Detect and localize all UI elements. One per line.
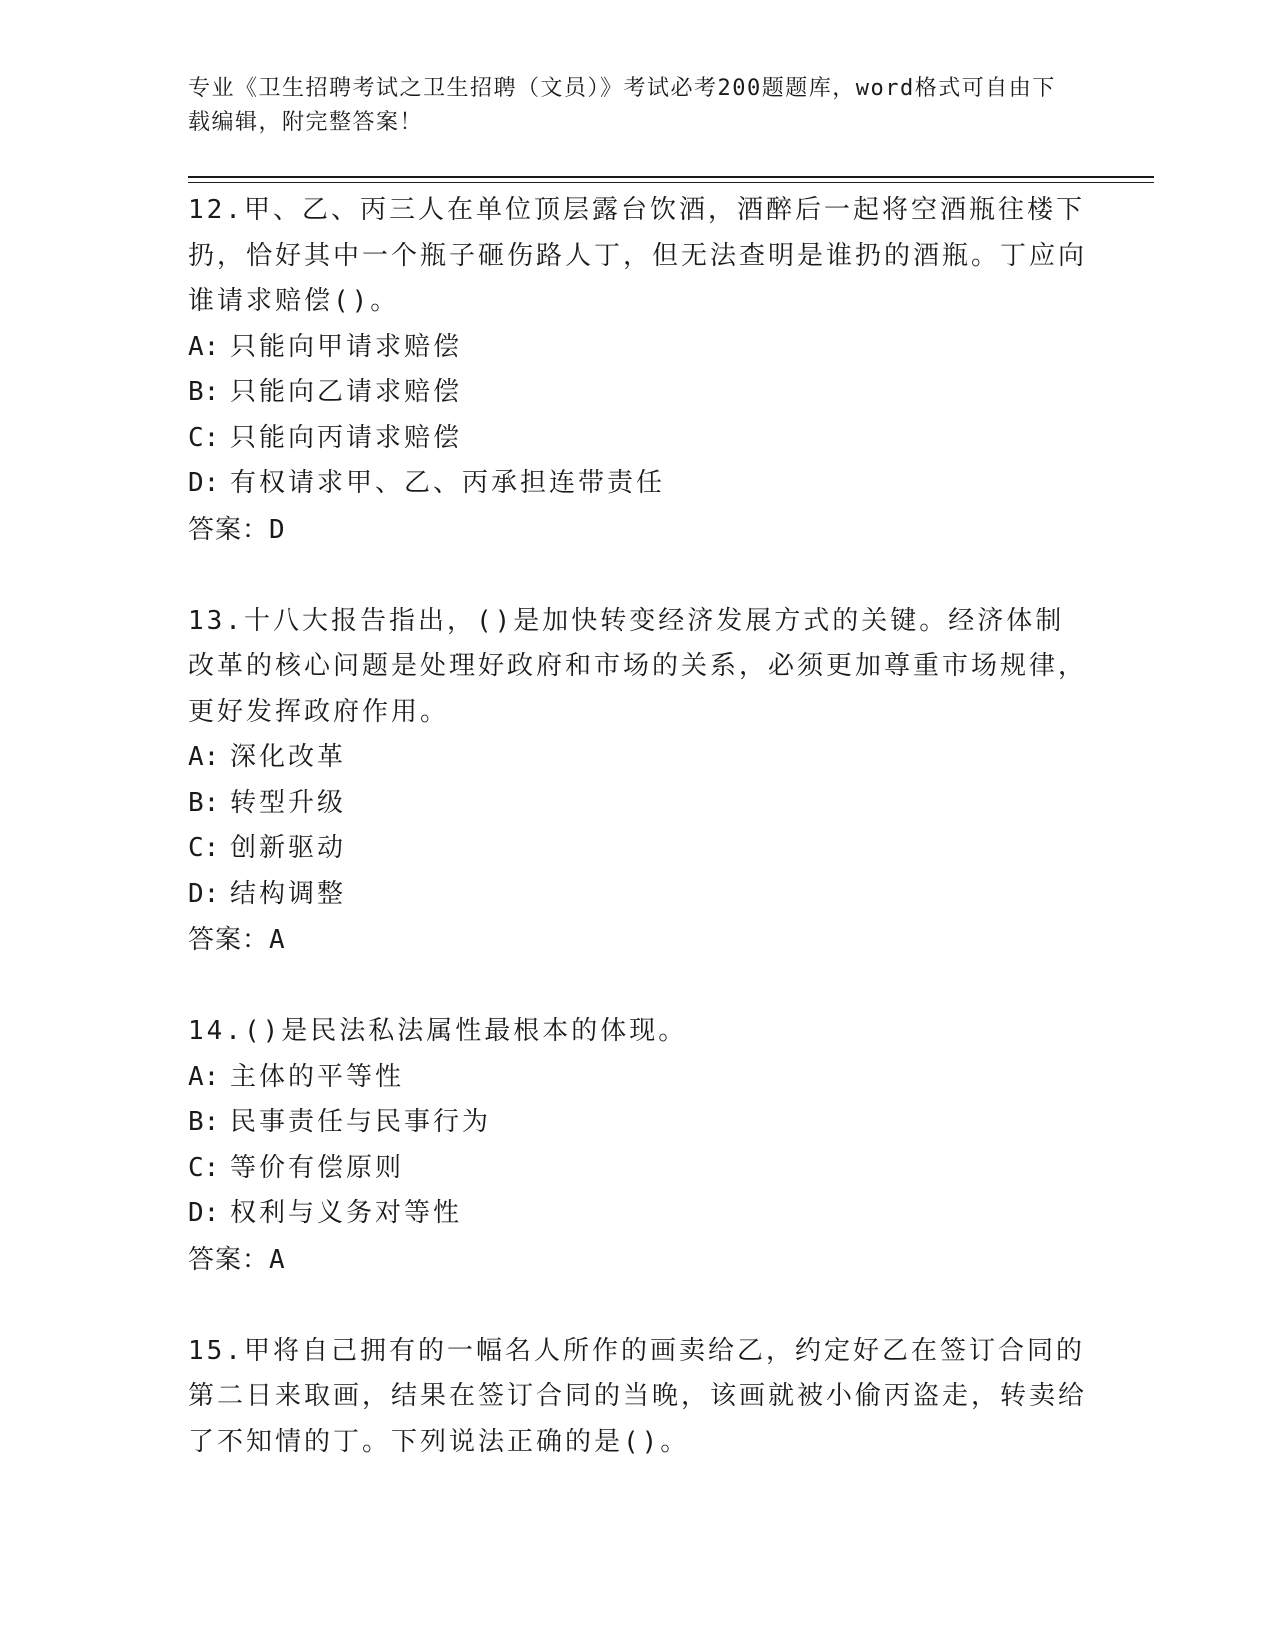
question-stem: 12.甲、乙、丙三人在单位顶层露台饮酒，酒醉后一起将空酒瓶往楼下扔，恰好其中一个瓶子砸伤路人丁，但无法查明是谁扔的酒瓶。丁应向谁请求赔偿()。 xyxy=(188,195,1088,316)
question-stem: 13.十八大报告指出，()是加快转变经济发展方式的关键。经济体制改革的核心问题是处理好政府和市场的关系，必须更加尊重市场规律，更好发挥政府作用。 xyxy=(188,605,1088,727)
option-text: 转型升级 xyxy=(230,787,347,818)
option-letter: A: xyxy=(188,742,220,772)
option-letter: C: xyxy=(188,422,220,453)
option-text: 只能向甲请求赔偿 xyxy=(230,331,463,362)
question-13 xyxy=(188,599,1088,964)
option-b xyxy=(188,370,1088,416)
option-letter: B: xyxy=(188,787,220,818)
option-letter: A: xyxy=(188,331,220,362)
document-header: 专业《卫生招聘考试之卫生招聘（文员）》考试必考200题题库，word格式可自由下载编辑，附完整答案！ xyxy=(188,76,1056,135)
option-d xyxy=(188,1191,1088,1237)
option-letter: B: xyxy=(188,377,220,407)
option-text: 等价有偿原则 xyxy=(230,1152,405,1183)
question-15 xyxy=(188,1329,1088,1466)
option-a xyxy=(188,325,1088,371)
option-letter: C: xyxy=(188,833,220,863)
option-text: 结构调整 xyxy=(230,878,347,909)
option-letter: B: xyxy=(188,1107,220,1137)
option-a xyxy=(188,1055,1088,1101)
option-c xyxy=(188,1146,1088,1192)
option-text: 主体的平等性 xyxy=(230,1061,405,1092)
option-c xyxy=(188,826,1088,872)
option-b xyxy=(188,781,1088,827)
option-text: 有权请求甲、乙、丙承担连带责任 xyxy=(230,468,666,498)
option-c xyxy=(188,416,1088,462)
option-text: 权利与义务对等性 xyxy=(230,1198,463,1228)
option-text: 深化改革 xyxy=(230,742,347,772)
option-letter: D: xyxy=(188,878,220,909)
answer-line: 答案：D xyxy=(188,514,286,545)
header-rule-thin xyxy=(188,182,1154,183)
option-a xyxy=(188,735,1088,781)
option-d xyxy=(188,461,1088,507)
question-14 xyxy=(188,1009,1088,1283)
option-text: 只能向乙请求赔偿 xyxy=(230,377,463,407)
option-text: 创新驱动 xyxy=(230,833,347,863)
question-list xyxy=(188,188,1088,1511)
option-letter: D: xyxy=(188,1198,220,1228)
option-text: 只能向丙请求赔偿 xyxy=(230,422,463,453)
option-letter: D: xyxy=(188,468,220,498)
option-text: 民事责任与民事行为 xyxy=(230,1107,492,1137)
option-letter: C: xyxy=(188,1152,220,1183)
option-letter: A: xyxy=(188,1061,220,1092)
header-rule-thick xyxy=(188,176,1154,178)
question-stem: 15.甲将自己拥有的一幅名人所作的画卖给乙，约定好乙在签订合同的第二日来取画，结果在签订合同的当晚，该画就被小偷丙盗走，转卖给了不知情的丁。下列说法正确的是()。 xyxy=(188,1335,1088,1457)
option-b xyxy=(188,1100,1088,1146)
question-12 xyxy=(188,188,1088,553)
question-stem: 14.()是民法私法属性最根本的体现。 xyxy=(188,1016,688,1046)
answer-line: 答案：A xyxy=(188,925,286,955)
option-d xyxy=(188,872,1088,918)
answer-line: 答案：A xyxy=(188,1244,286,1275)
